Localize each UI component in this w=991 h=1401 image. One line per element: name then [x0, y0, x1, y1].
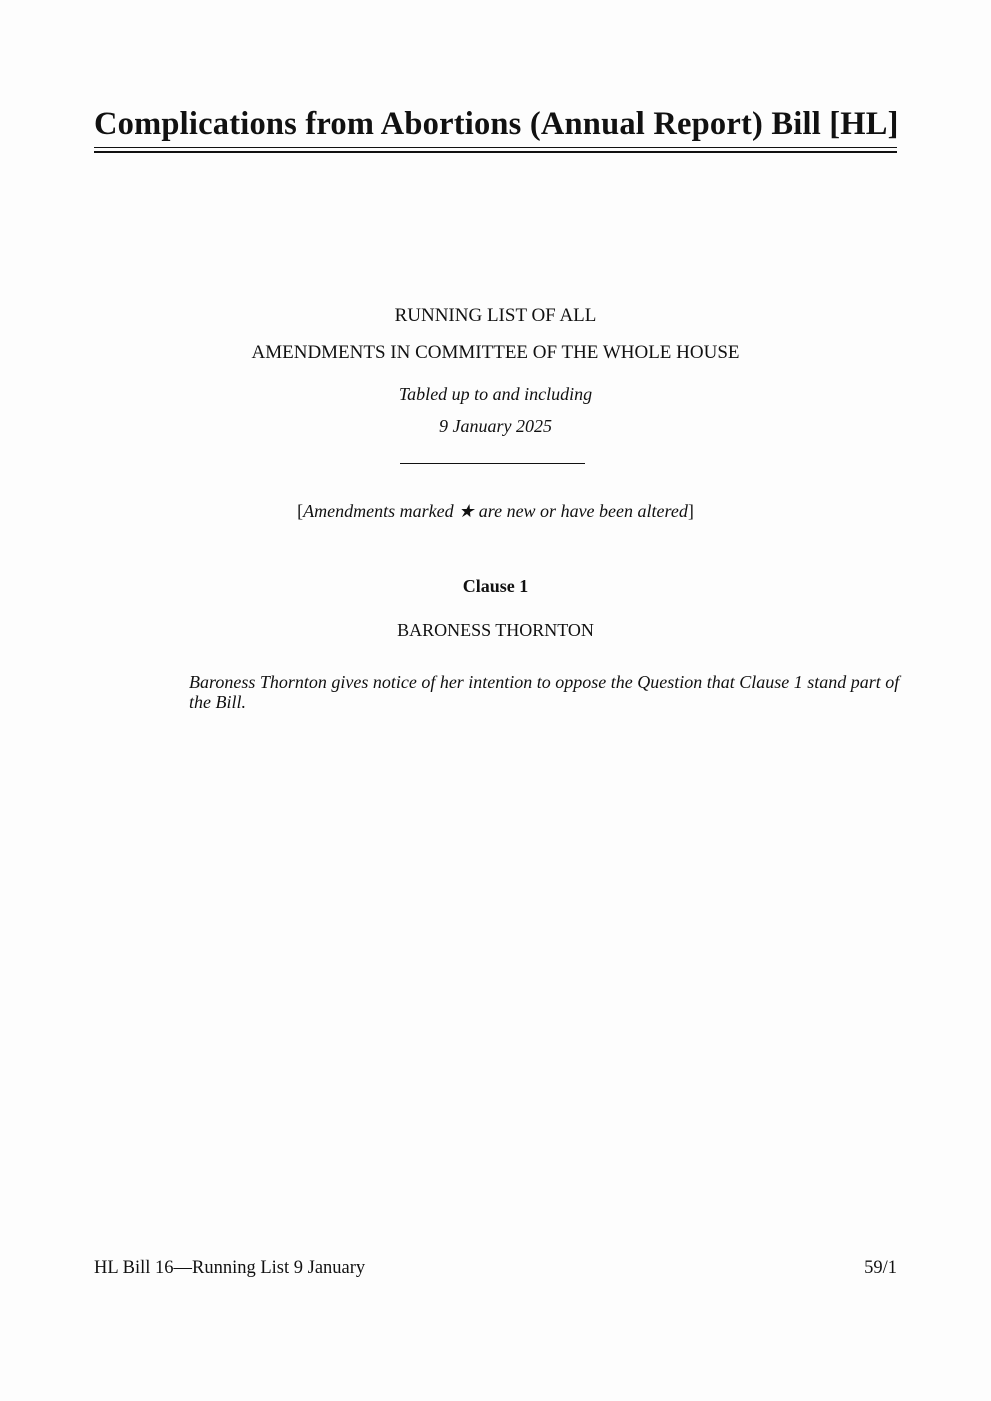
footer-bill-ref: HL Bill 16—Running List 9 January	[94, 1258, 366, 1278]
note-text: Amendments marked ★ are new or have been altered	[303, 501, 688, 521]
amendments-note	[0, 501, 991, 522]
bill-title: Complications from Abortions (Annual Report) Bill [HL]	[94, 106, 899, 142]
heading-line-1: RUNNING LIST OF ALL	[394, 305, 597, 326]
tabled-line-1: Tabled up to and including	[398, 384, 593, 404]
clause-heading: Clause 1	[462, 576, 529, 596]
bracket-open: [	[297, 501, 304, 521]
bracket-close: ]	[687, 501, 694, 521]
heading-line-2: AMENDMENTS IN COMMITTEE OF THE WHOLE HOUSE	[251, 342, 740, 363]
footer-page-number: 59/1	[864, 1258, 897, 1278]
tabled-date: 9 January 2025	[439, 416, 552, 436]
notice-text: Baroness Thornton gives notice of her intention to oppose the Question that Clause 1 stand part of the Bill.	[189, 672, 900, 712]
separator-rule	[400, 463, 585, 464]
title-rule-thin	[94, 147, 897, 148]
member-name: BARONESS THORNTON	[397, 620, 594, 640]
title-rule-thick	[94, 151, 897, 153]
